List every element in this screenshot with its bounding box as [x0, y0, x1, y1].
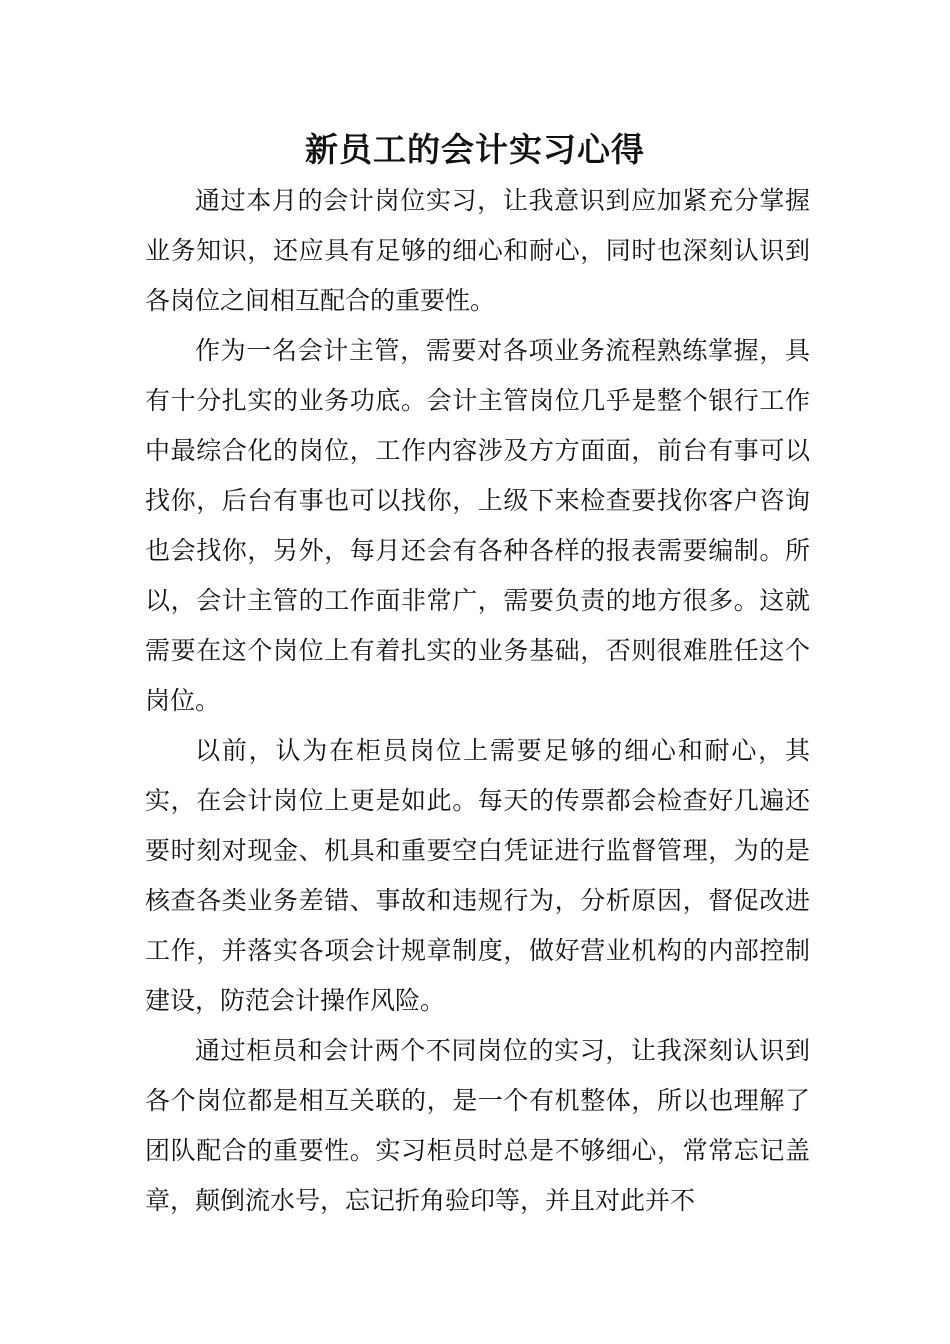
document-title: 新员工的会计实习心得 — [305, 130, 645, 169]
paragraph-3: 以前，认为在柜员岗位上需要足够的细心和耐心，其实，在会计岗位上更是如此。每天的传票都会检查好几遍还要时刻对现金、机具和重要空白凭证进行监督管理，为的是核查各类业务差错、事故和违规行为，分析原因，督促改进工作，并落实各项会计规章制度，做好营业机构的内部控制建设，防范会计操作风险。 — [145, 736, 810, 1015]
paragraph-1: 通过本月的会计岗位实习，让我意识到应加紧充分掌握业务知识，还应具有足够的细心和耐心，同时也深刻认识到各岗位之间相互配合的重要性。 — [145, 186, 810, 315]
paragraph-4: 通过柜员和会计两个不同岗位的实习，让我深刻认识到各个岗位都是相互关联的，是一个有机整体，所以也理解了团队配合的重要性。实习柜员时总是不够细心，常常忘记盖章，颠倒流水号，忘记折角验印等，并且对此并不 — [145, 1036, 810, 1215]
paragraph-2: 作为一名会计主管，需要对各项业务流程熟练掌握，具有十分扎实的业务功底。会计主管岗位几乎是整个银行工作中最综合化的岗位，工作内容涉及方方面面，前台有事可以找你，后台有事也可以找你，上级下来检查要找你客户咨询也会找你，另外，每月还会有各种各样的报表需要编制。所以，会计主管的工作面非常广，需要负责的地方很多。这就需要在这个岗位上有着扎实的业务基础，否则很难胜任这个岗位。 — [145, 336, 810, 715]
document-body — [145, 176, 810, 1226]
